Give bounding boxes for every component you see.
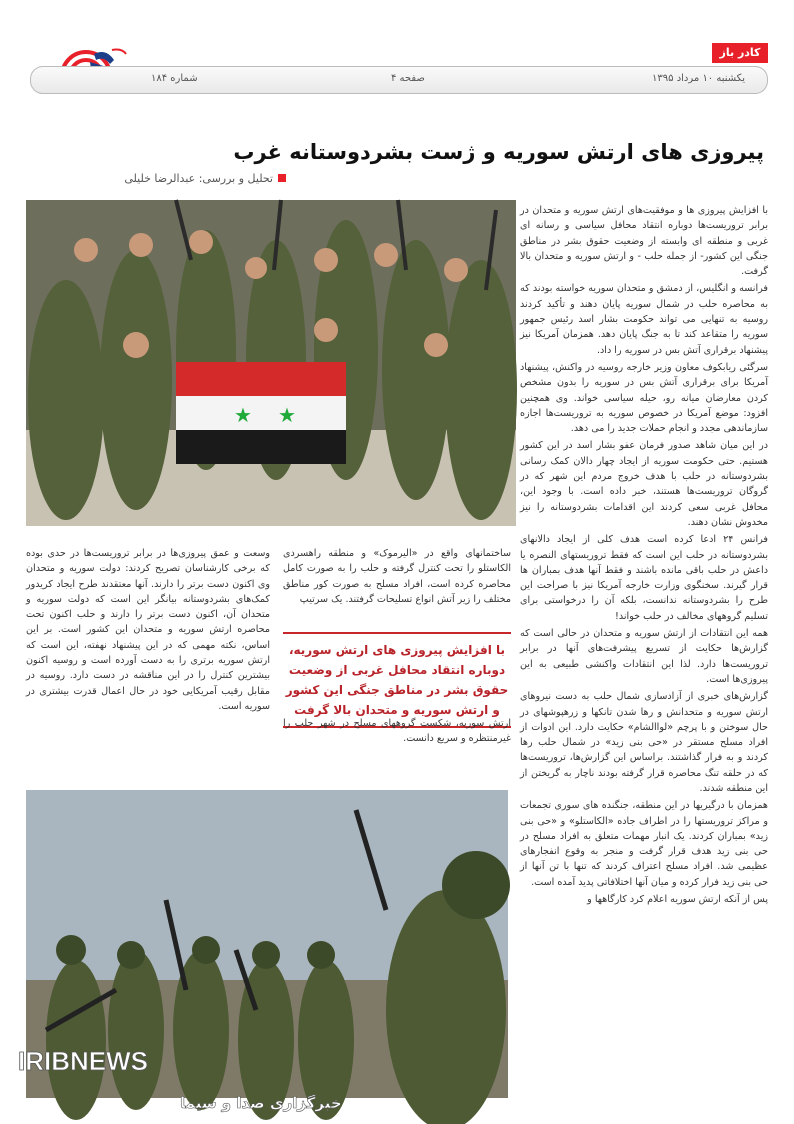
svg-text:★: ★ xyxy=(234,403,252,427)
syrian-flag xyxy=(176,362,346,464)
article-column-right xyxy=(520,203,768,1118)
paragraph: سرگئی ریابکوف معاون وزیر خارجه روسیه در واکنش، پیشنهاد آمریکا برای برقراری آتش بس در سوریه را بدون مشخص کردن معارضان میانه رو، حیله سیاسی خواند. وی همچنین افزود: موضع آمریکا در خصوص سوریه به تروریست‌ها اجازه سازماندهی مجدد و انجام حملات جدید را می دهد. xyxy=(520,361,768,435)
article-title: پیروزی های ارتش سوریه و ژست بشردوستانه غرب xyxy=(233,140,764,164)
paragraph: گزارش‌های خبری از آزادسازی شمال حلب به دست نیروهای ارتش سوریه و متحدانش و رها شدن تانکها و زرهپوشهای در حال سوختن و با پرچم «لواالشام» حکایت دارد. این ادوات از افراد مسلح مستقر در «حی بنی زید» در شمال حلب رها کردند و به فرار گذاشتند. براساس این گزارش‌ها، تروریست‌ها که در حلقه تنگ محاصره قرار گرفته بودند ناچار به گریختن از این منطقه شدند. xyxy=(520,691,768,794)
paragraph: پس از آنکه ارتش سوریه اعلام کرد کارگاهها و xyxy=(587,894,768,906)
paragraph: وسعت و عمق پیروزی‌ها در برابر تروریست‌ها در حدی بوده که برخی کارشناسان تصریح کردند: دولت سوریه و متحدان وی اکنون دست برتر را دارند. آنها معتقدند طرح ایجاد کریدور کمک‌های بشردوستانه بیانگر این است که دولت سوریه و متحدان آن، اکنون دست برتر را دارند و حلب اکنون تحت محاصره ارتش سوریه و متحدان این کشور است. بر این اساس، نکته مهمی که در این پیشنهاد نهفته، این است که ارتش سوریه برتری را به دست آورده است و روسیه اکنون بیشترین کنترل را در این مناقشه در دست دارد. روسیه در مقابل رقیب آمریکایی خود در حال اعمال قدرت بیشتری در سوریه است. xyxy=(26,548,270,712)
paragraph: همزمان با درگیریها در این منطقه، جنگنده های سوری تجمعات و مراکز تروریستها را در اطراف جاده «الکاستلو» و «حی بنی زید» بمباران کردند. یک انبار مهمات متعلق به افراد مسلح در حی بنی زید هدف قرار گرفت و منجر به وقوع انفجارهای عظیمی شد. افراد مسلح اعتراف کردند که تنها با تن آنها از حی بنی زید فرار کرده و میان آنها اختلافاتی پدید آمده است. xyxy=(520,800,768,888)
iribnews-watermark xyxy=(10,1040,342,1120)
page-number: صفحه ۴ xyxy=(391,73,425,84)
issue-number: شماره ۱۸۴ xyxy=(151,73,198,84)
iribnews-logo xyxy=(10,1040,342,1120)
article-column-middle xyxy=(283,546,511,609)
paragraph: ارتش سوریه، شکست گروههای مسلح در شهر حلب را غیرمنتظره و سریع دانست. xyxy=(283,718,511,745)
article-column-middle-continued xyxy=(283,716,511,749)
svg-text:★: ★ xyxy=(278,403,296,427)
header-bar xyxy=(30,66,768,94)
paragraph: فرانس ۲۴ ادعا کرده است هدف کلی از ایجاد دالانهای بشردوستانه در حلب این است که فقط تروریستهای النصره یا داعش در حلب باقی مانده باشند و فقط آنها هدف بمباران ها قرار گیرند. سخنگوی وزارت خارجه آمریکا نیز با صراحت این طرح را بشردوستانه ندانست، بلکه آن را درخواستی برای تسلیم گروههای مخالف در حلب خواند! xyxy=(520,534,768,622)
watermark-tagline: خبرگزاری صدا و سیما xyxy=(180,1094,342,1112)
watermark-brand: IRIBNEWS xyxy=(18,1046,148,1076)
article-column-left xyxy=(26,546,270,716)
photo-soldiers-with-flag xyxy=(26,200,516,526)
byline-marker xyxy=(278,174,286,182)
paragraph: فرانسه و انگلیس، از دمشق و متحدان سوریه خواسته بودند که به محاصره حلب در شمال سوریه پایان دهند و تأکید کردند روسیه به تنهایی می تواند حکومت بشار اسد رئیس جمهور سوریه را متقاعد کند تا به جنگ پایان دهد. همزمان آمریکا نیز پیشنهاد برقراری آتش بس در سوریه را داد. xyxy=(520,283,768,356)
issue-date: یکشنبه ۱۰ مرداد ۱۳۹۵ xyxy=(652,73,745,84)
section-tag: کادر باز xyxy=(712,43,768,63)
paragraph: همه این انتقادات از ارتش سوریه و متحدان در حالی است که گزارش‌ها حکایت از تسریع پیشرفت‌های آنها در برابر تروریست‌ها دارد. لذا این انتقادات واکنشی طبیعی به این پیروزی‌ها است. xyxy=(520,628,768,685)
byline-text: تحلیل و بررسی: عبدالرضا خلیلی xyxy=(124,172,273,185)
pull-quote: با افزایش پیروزی های ارتش سوریه، دوباره انتقاد محافل غربی از وضعیت حقوق بشر در مناطق جنگی این کشور و ارتش سوریه و متحدان بالا گرفت xyxy=(283,632,511,728)
paragraph: با افزایش پیروزی ها و موفقیت‌های ارتش سوریه و متحدان در برابر تروریست‌ها دوباره انتقاد محافل سیاسی و رسانه ای غربی و منطقه ای وابسته از وضعیت حقوق بشر در مناطق جنگی این کشور- از جمله حلب - و ارتش سوریه و متحدان بالا گرفت. xyxy=(520,205,768,278)
byline xyxy=(124,172,286,185)
photo-1-image xyxy=(26,200,516,526)
paragraph: ساختمانهای واقع در «الیرموک» و منطقه راهسردی الکاستلو را تحت کنترل گرفته و حلب را به صورت کامل محاصره کرده است، افراد مسلح به صورت کور مناطق مختلف را زیر آتش انواع تسلیحات گرفتند. یک سرتیپ xyxy=(283,548,511,605)
paragraph: در این میان شاهد صدور فرمان عفو بشار اسد در این کشور هستیم. حتی حکومت سوریه از ایجاد چهار دالان کمک رسانی بشردوستانه در حلب با هدف خروج مردم این شهر که در گروگان تروریست‌ها هستند، خبر داده است. با وجود این، محافل غربی سعی کردند این اقدامات بشردوستانه را نیز مخدوش نشان دهند. xyxy=(520,440,768,528)
